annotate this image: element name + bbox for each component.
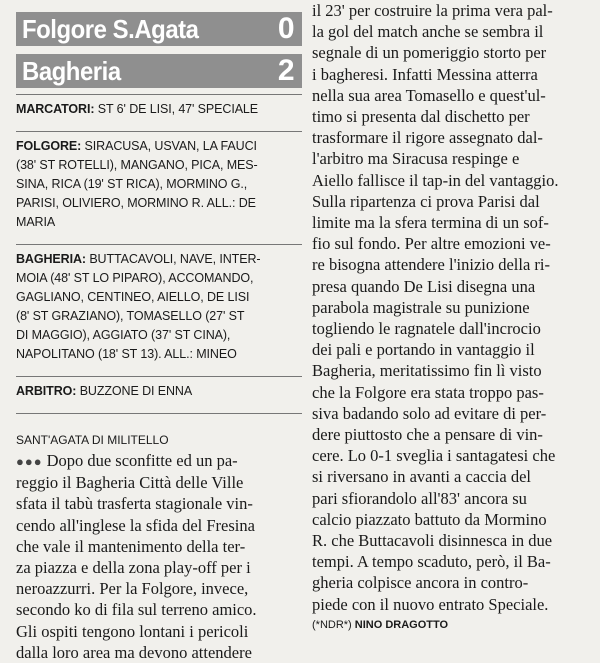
bagheria-line [16,345,302,364]
article-line: si riversano in avanti a caccia del [312,467,531,487]
folgore-text: SINA, RICA (19' ST RICA), MORMINO G., [16,177,248,191]
article-body-right [312,0,588,615]
article-line: re bisogna attendere l'inizio della ri- [312,255,551,275]
article-line: Bagheria, meritatissimo fin lì visto [312,361,542,381]
bagheria-line [16,307,302,326]
article-line: nella sua area Tomasello e quest'ul- [312,85,546,105]
away-score-row [16,54,302,88]
article-line: dei pali e portando in vantaggio il [312,340,535,360]
article-line: togliendo le ragnatele dall'incrocio [312,319,541,339]
article-text: sfata il tabù trasferta stagionale vin- [16,494,253,514]
article-text: Dopo due sconfitte ed un pa- [46,451,238,470]
article-line: gheria colpisce ancora in contro- [312,573,529,593]
article-line [16,557,302,578]
article-line: che la Folgore era stata troppo pas- [312,382,544,402]
article-line: timo si presenta dal dischetto per [312,107,530,127]
bagheria-line [16,326,302,345]
right-column [312,0,588,631]
home-score-row [16,12,302,46]
bagheria-text: MOIA (48' ST LO PIPARO), ACCOMANDO, [16,271,254,285]
marcatori-label: MARCATORI: [16,102,95,116]
article-text: dalla loro area ma devono attendere [16,642,252,662]
article-line: presa quando De Lisi disegna una [312,276,536,296]
left-column [16,12,302,663]
folgore-text: PARISI, OLIVIERO, MORMINO R. ALL.: DE [16,196,256,210]
arbitro-block [16,377,302,407]
folgore-line [16,175,302,194]
folgore-line [16,194,302,213]
article-line: i bagheresi. Infatti Messina atterra [312,64,538,84]
article-text: che vale il mantenimento della ter- [16,536,246,556]
article-line [16,642,302,663]
article-line [16,578,302,599]
folgore-line [16,137,302,156]
article-line: calcio piazzato battuto da Mormino [312,509,547,529]
article-line [16,515,302,536]
away-goals: 2 [277,54,294,87]
article-line: piede con il nuovo entrato Speciale. [312,594,549,614]
article-line: limite ma la sfera termina di un sof- [312,213,549,233]
arbitro-line [16,382,302,401]
article-line [16,493,302,514]
dateline: SANT'AGATA DI MILITELLO [16,433,169,447]
bagheria-label: BAGHERIA: [16,252,86,266]
article-line [16,472,302,493]
article-line: l'arbitro ma Siracusa respinge e [312,149,520,169]
folgore-text: MARIA [16,215,56,229]
article-line: tempi. A tempo scaduto, però, il Ba- [312,552,551,572]
bagheria-text: BUTTACAVOLI, NAVE, INTER- [89,252,261,266]
bullet-marker: ●●● [16,454,43,469]
bagheria-text: DI MAGGIO), AGGIATO (37' ST CINA), [16,328,231,342]
folgore-label: FOLGORE: [16,139,82,153]
article-line: siva badando solo ad evitare di per- [312,403,547,423]
article-line: dere piuttosto che a pensare di vin- [312,425,543,445]
article-line [16,599,302,620]
bagheria-line [16,250,302,269]
article-line: cere. Lo 0-1 sveglia i santagatesi che [312,446,556,466]
home-team-name: Folgore S.Agata [22,13,199,44]
article-text: reggio il Bagheria Città delle Ville [16,473,244,493]
article-line: parabola magistrale su punizione [312,297,530,317]
marcatori-line [16,100,302,119]
article-line: la gol del match anche se sembra il [312,22,544,42]
home-goals: 0 [277,12,294,45]
article-line [16,536,302,557]
arbitro-text: BUZZONE DI ENNA [79,384,193,398]
folgore-text: SIRACUSA, USVAN, LA FAUCI [84,139,257,153]
article-line: Aiello fallisce il tap-in del vantaggio. [312,170,559,190]
bagheria-text: NAPOLITANO (18' ST 13). ALL.: MINEO [16,347,237,361]
article-line [16,621,302,642]
bagheria-line [16,269,302,288]
arbitro-label: ARBITRO: [16,384,77,398]
bagheria-text: GAGLIANO, CENTINEO, AIELLO, DE LISI [16,290,250,304]
article-line: il 23' per costruire la prima vera pal- [312,1,553,20]
bagheria-text: (8' ST GRAZIANO), TOMASELLO (27' ST [16,309,245,323]
marcatori-block [16,95,302,125]
marcatori-text: ST 6' DE LISI, 47' SPECIALE [97,102,259,116]
away-team-name: Bagheria [22,55,121,86]
article-text: secondo ko di fila sul terreno amico. [16,600,257,620]
article-line [16,450,302,472]
article-text: cendo all'inglese la sfida del Fresina [16,515,255,535]
folgore-text: (38' ST ROTELLI), MANGANO, PICA, MES- [16,158,258,172]
article-line: R. che Buttacavoli disinnesca in due [312,531,553,551]
article-text: neroazzurri. Per la Folgore, invece, [16,579,249,599]
bagheria-lineup-block [16,245,302,370]
article-line: fio sul fondo. Per altre emozioni ve- [312,234,551,254]
article-line: trasformare il rigore assegnato dal- [312,128,543,148]
folgore-line [16,156,302,175]
folgore-lineup-block [16,132,302,238]
article-line: Sulla ripartenza ci prova Parisi dal [312,191,540,211]
article-text: za piazza e della zona play-off per i [16,558,251,578]
article-body-left [16,450,302,663]
author-name: NINO DRAGOTTO [354,618,449,631]
bagheria-line [16,288,302,307]
ndr-note: (*NDR*) [312,618,352,631]
divider [16,413,302,414]
article-line: pari sfiorandolo all'83' ancora su [312,488,527,508]
byline [312,619,588,631]
article-text: Gli ospiti tengono lontani i pericoli [16,621,249,641]
article-line: segnale di un pomeriggio storto per [312,43,547,63]
folgore-line [16,213,302,232]
